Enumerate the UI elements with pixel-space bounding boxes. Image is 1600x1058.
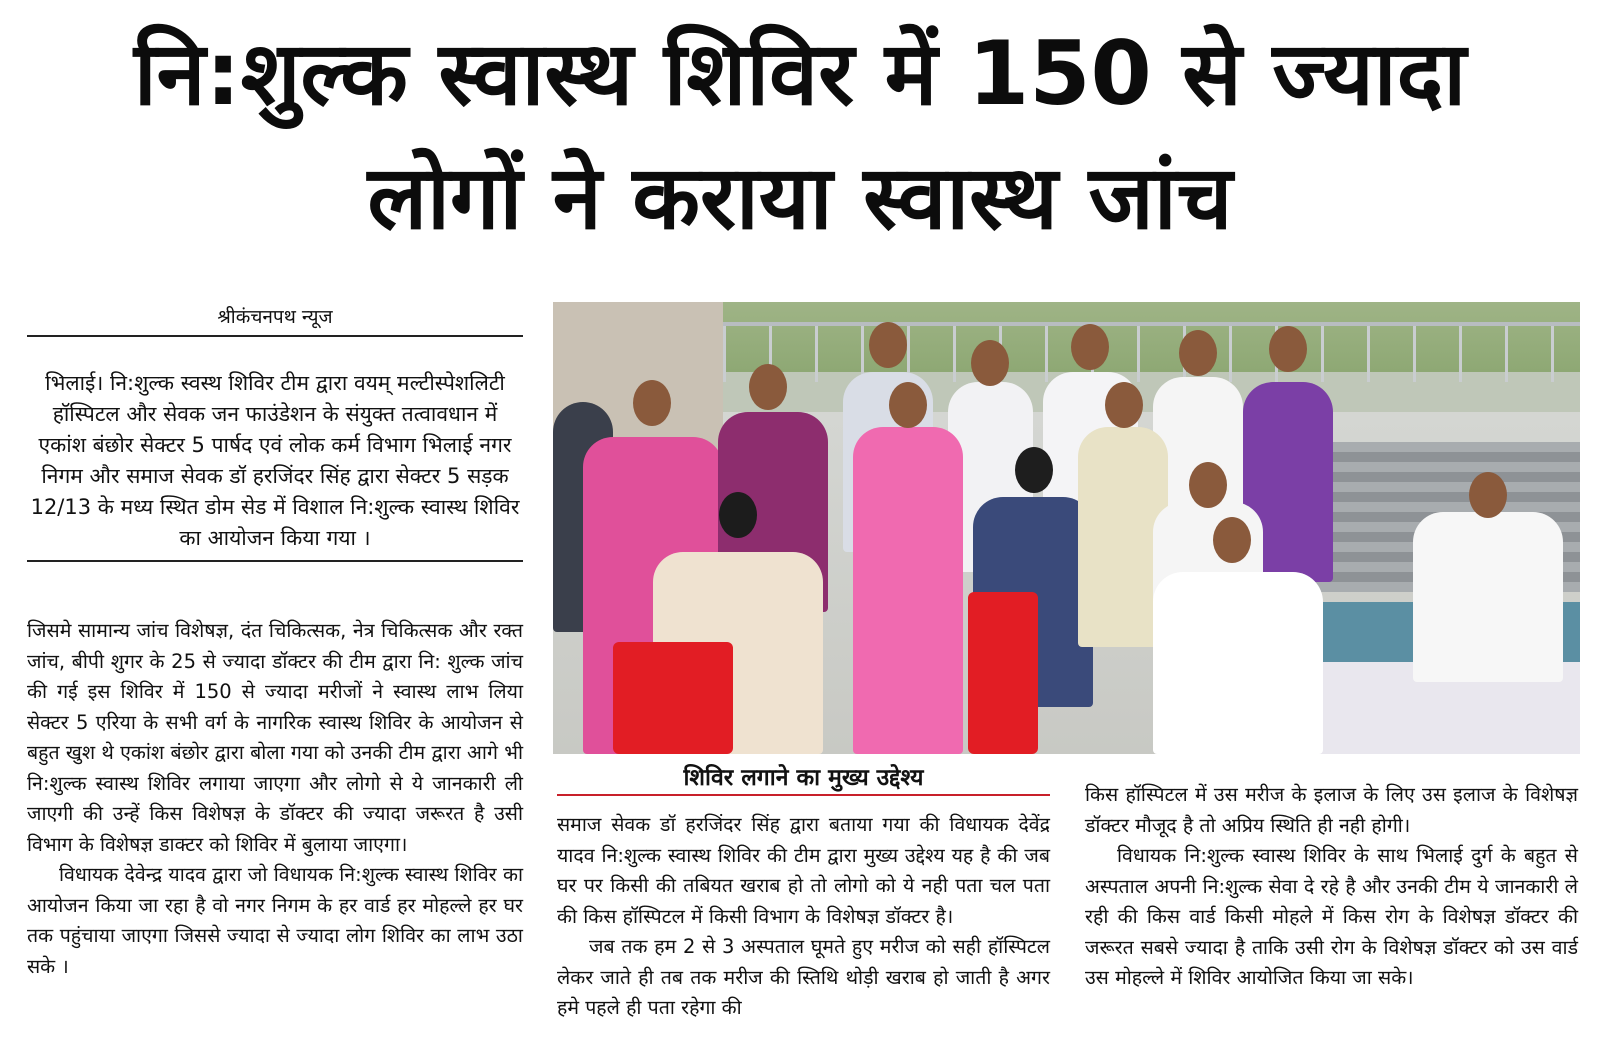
headline (20, 12, 1580, 260)
photo-person (1153, 572, 1323, 754)
headline-line-1: नि:शुल्क स्वास्थ शिविर में 150 से ज्यादा (133, 22, 1467, 125)
photo-head (1189, 462, 1227, 508)
photo-head (1469, 472, 1507, 518)
photo-head (1269, 326, 1307, 372)
byline: श्रीकंचनपथ न्यूज (27, 302, 523, 337)
headline-line-2: लोगों ने कराया स्वास्थ जांच (367, 146, 1233, 249)
photo-head (749, 364, 787, 410)
photo-head (633, 380, 671, 426)
photo-head (1213, 517, 1251, 563)
photo-person (1413, 512, 1563, 682)
left-paragraph-1: जिसमे सामान्य जांच विशेषज्ञ, दंत चिकित्सक, नेत्र चिकित्सक और रक्त जांच, बीपी शुगर के 25 से ज्यादा डॉक्टर की टीम द्वारा नि: शुल्क जांच की गई इस शिविर में 150 से ज्यादा मरीजों ने स्वास्थ लाभ लिया सेक्टर 5 एरिया के सभी वर्ग के नागरिक स्वास्थ शिविर के आयोजन से बहुत खुश थे एकांश बंछोर द्वारा बोला गया को उनकी टीम द्वारा आगे भी नि:शुल्क स्वास्थ शिविर लगाया जाएगा और लोगो से ये जानकारी ली जाएगी की उन्हें किस विशेषज्ञ के डॉक्टर की ज्यादा जरूरत है उसी विभाग के विशेषज्ञ डाक्टर को शिविर में बुलाया जाएगा। (27, 619, 523, 856)
right-column (1085, 780, 1578, 994)
middle-column (557, 810, 1050, 1024)
health-camp-photo (553, 302, 1580, 754)
photo-person (853, 427, 963, 754)
right-paragraph-1: किस हॉस्पिटल में उस मरीज के इलाज के लिए उस इलाज के विशेषज्ञ डॉक्टर मौजूद है तो अप्रिय स्थिति ही नही होगी। (1085, 783, 1578, 837)
photo-head (719, 492, 757, 538)
photo-railing (723, 322, 1580, 382)
photo-chair (613, 642, 733, 754)
photo-head (1071, 324, 1109, 370)
intro-paragraph: भिलाई। नि:शुल्क स्वस्थ शिविर टीम द्वारा वयम् मल्टीस्पेशलिटी हॉस्पिटल और सेवक जन फाउंडेशन के संयुक्त तत्वावधान में एकांश बंछोर सेक्टर 5 पार्षद एवं लोक कर्म विभाग भिलाई नगर निगम और समाज सेवक डॉ हरजिंदर सिंह द्वारा सेक्टर 5 सड़क 12/13 के मध्य स्थित डोम सेड में विशाल नि:शुल्क स्वास्थ शिविर का आयोजन किया गया । (27, 368, 523, 562)
photo-head (971, 340, 1009, 386)
photo-head (1179, 330, 1217, 376)
photo-chair (968, 592, 1038, 754)
left-column (27, 616, 523, 982)
middle-paragraph-2: जब तक हम 2 से 3 अस्पताल घूमते हुए मरीज को सही हॉस्पिटल लेकर जाते ही तब तक मरीज की स्तिथि थोड़ी खराब हो जाती है अगर हमे पहले ही पता रहेगा की (557, 935, 1050, 1019)
photo-head (889, 382, 927, 428)
photo-head (1105, 382, 1143, 428)
left-paragraph-2: विधायक देवेन्द्र यादव द्वारा जो विधायक नि:शुल्क स्वास्थ शिविर का आयोजन किया जा रहा है वो नगर निगम के हर वार्ड हर मोहल्ले हर घर तक पहुंचाया जाएगा जिससे ज्यादा से ज्यादा लोग शिविर का लाभ उठा सके । (27, 863, 523, 978)
middle-paragraph-1: समाज सेवक डॉ हरजिंदर सिंह द्वारा बताया गया की विधायक देवेंद्र यादव नि:शुल्क स्वास्थ शिविर की टीम द्वारा मुख्य उद्देश्य यह है की जब घर पर किसी की तबियत खराब हो तो लोगो को ये नही पता चल पता की किस हॉस्पिटल में किसी विभाग के विशेषज्ञ डॉक्टर है। (557, 813, 1050, 928)
photo-head (1015, 447, 1053, 493)
subhead: शिविर लगाने का मुख्य उद्देश्य (557, 762, 1050, 796)
right-paragraph-2: विधायक नि:शुल्क स्वास्थ शिविर के साथ भिलाई दुर्ग के बहुत से अस्पताल अपनी नि:शुल्क सेवा दे रहे है और उनकी टीम ये जानकारी ले रही की किस वार्ड किसी मोहले में किस रोग के विशेषज्ञ डॉक्टर की जरूरत सबसे ज्यादा है ताकि उसी रोग के विशेषज्ञ डॉक्टर को उस वार्ड उस मोहल्ले में शिविर आयोजित किया जा सके। (1085, 844, 1578, 989)
photo-head (869, 322, 907, 368)
